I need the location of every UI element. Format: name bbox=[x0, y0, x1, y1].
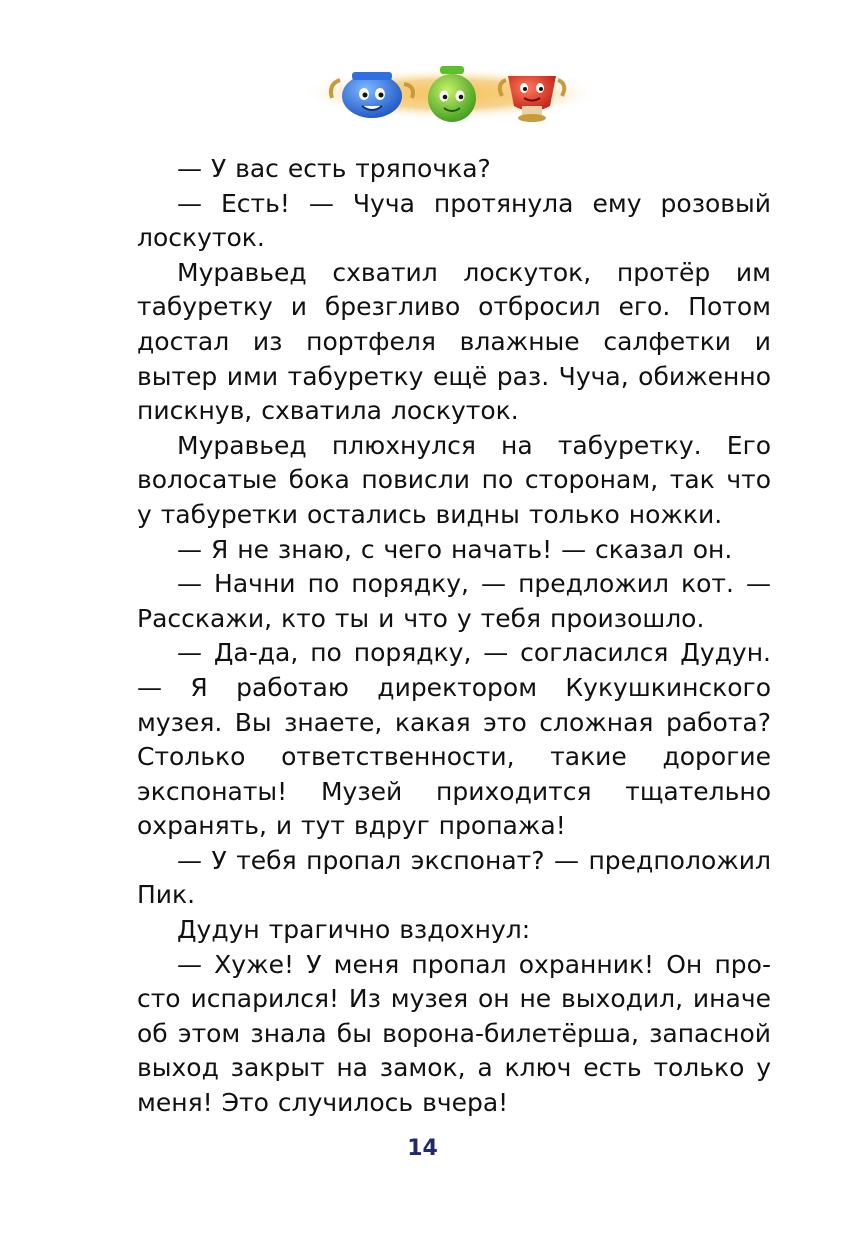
paragraph: — Я не знаю, с чего начать! — сказал он. bbox=[177, 534, 733, 564]
paragraph: — У вас есть тряпочка? bbox=[177, 154, 491, 183]
header-ornament bbox=[300, 58, 600, 130]
paragraph: Муравьед плюхнулся на табуретку. Его волосатые бока повисли по сторонам, так что у табуретки остались видны только ножки. bbox=[137, 430, 771, 529]
story-text bbox=[137, 152, 771, 1121]
paragraph: — Начни по порядку, — предложил кот. — Расскажи, кто ты и что у тебя произошло. bbox=[137, 569, 771, 633]
paragraph: Муравьед схватил лоскуток, протёр им табуретку и брезгливо отбросил его. Потом достал из портфеля влажные салфетки и вытер ими табуретку ещё раз. Чуча, обиженно пискнув, схватила лоскуток. bbox=[137, 257, 771, 426]
paragraph: — Да-да, по порядку, — согласился Дудун. — Я работаю директором Кукушкинского музея. Вы знаете, какая это сложная работа? Столько ответственности, такие дорогие экспонаты! Музей приходится тщательно охранять, и тут вдруг пропажа! bbox=[137, 638, 771, 841]
paragraph: — Хуже! У меня пропал охранник! Он просто испарился! Из музея он не выходил, иначе об этом знала бы ворона-билетёрша, запасной выход закрыт на замок, а ключ есть только у меня! Это случилось вчера! bbox=[137, 949, 771, 1118]
paragraph: — У тебя пропал экспонат? — предположил Пик. bbox=[137, 845, 771, 910]
paragraph: Дудун трагично вздохнул: bbox=[177, 915, 531, 945]
paragraph: — Есть! — Чуча протянула ему розовый лоскуток. bbox=[137, 188, 771, 253]
page-number: 14 bbox=[407, 1136, 438, 1161]
